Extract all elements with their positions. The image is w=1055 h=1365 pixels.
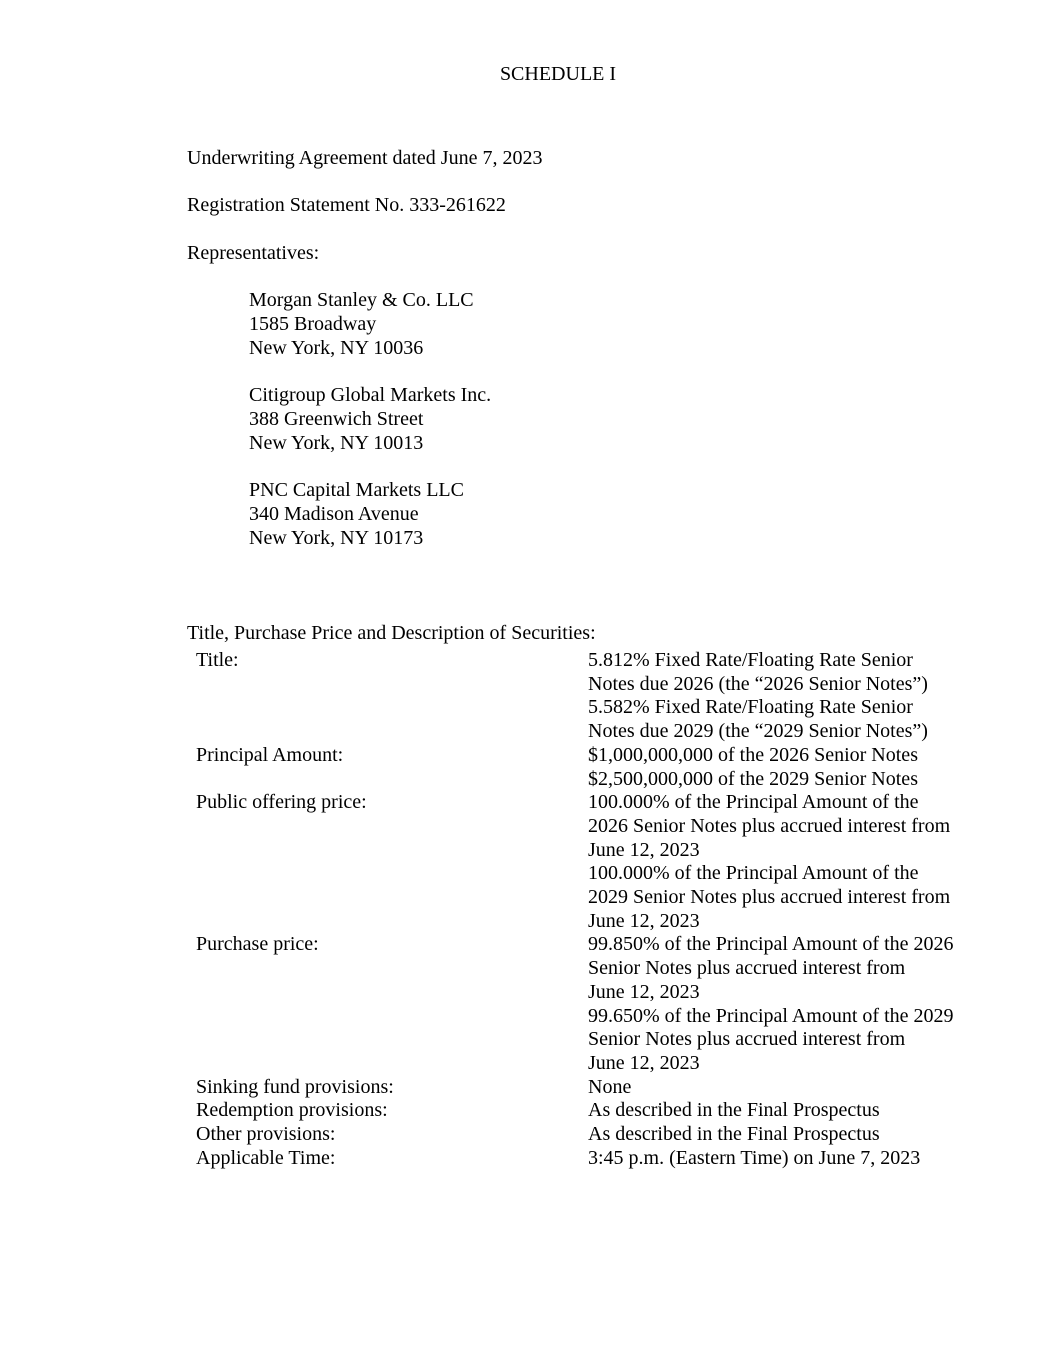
term-value-line: Notes due 2029 (the “2029 Senior Notes”) [588, 720, 928, 743]
representative-name: Morgan Stanley & Co. LLC [249, 289, 474, 311]
term-value-line: June 12, 2023 [588, 980, 700, 1003]
representative-block [249, 478, 464, 550]
term-value-line: As described in the Final Prospectus [588, 1123, 880, 1146]
term-label: Purchase price: [196, 933, 319, 956]
term-values [588, 1123, 976, 1147]
term-values [588, 1076, 976, 1100]
term-value-line: Senior Notes plus accrued interest from [588, 1028, 906, 1051]
term-value-line: 5.812% Fixed Rate/Floating Rate Senior [588, 649, 913, 671]
representative-city: New York, NY 10036 [249, 337, 424, 359]
term-row [196, 1147, 976, 1171]
term-row [196, 933, 976, 1075]
term-values [588, 744, 976, 791]
term-value-line: June 12, 2023 [588, 1051, 700, 1074]
registration-statement-number: Registration Statement No. 333-261622 [187, 194, 506, 216]
representatives-label: Representatives: [187, 242, 320, 264]
term-value-line: June 12, 2023 [588, 838, 700, 861]
representative-street: 1585 Broadway [249, 313, 377, 335]
term-values [588, 1147, 976, 1171]
term-label: Principal Amount: [196, 743, 344, 766]
underwriting-agreement-date: Underwriting Agreement dated June 7, 2023 [187, 147, 543, 169]
term-label: Public offering price: [196, 791, 367, 814]
term-label: Redemption provisions: [196, 1099, 388, 1122]
term-value-line: $1,000,000,000 of the 2026 Senior Notes [588, 743, 918, 766]
term-value-line: 2029 Senior Notes plus accrued interest from [588, 886, 951, 909]
term-value-line: 3:45 p.m. (Eastern Time) on June 7, 2023 [588, 1146, 921, 1169]
representative-street: 340 Madison Avenue [249, 503, 419, 525]
term-label: Other provisions: [196, 1123, 336, 1146]
term-value-line: 5.582% Fixed Rate/Floating Rate Senior [588, 696, 913, 719]
term-value-line: 99.850% of the Principal Amount of the 2026 [588, 933, 954, 956]
representative-block [249, 383, 491, 455]
securities-terms-table [196, 649, 976, 1170]
securities-heading: Title, Purchase Price and Description of Securities: [187, 622, 596, 644]
term-value-line: 100.000% of the Principal Amount of the [588, 791, 919, 814]
term-value-line: None [588, 1075, 632, 1098]
term-value-line: As described in the Final Prospectus [588, 1099, 880, 1122]
term-label: Sinking fund provisions: [196, 1075, 394, 1098]
term-value-line: June 12, 2023 [588, 909, 700, 932]
term-row [196, 649, 976, 744]
term-row [196, 1123, 976, 1147]
representative-street: 388 Greenwich Street [249, 408, 424, 430]
term-row [196, 1076, 976, 1100]
term-value-line: $2,500,000,000 of the 2029 Senior Notes [588, 767, 918, 790]
term-value-line: 2026 Senior Notes plus accrued interest from [588, 814, 951, 837]
representative-city: New York, NY 10173 [249, 527, 424, 549]
term-values [588, 649, 976, 744]
term-value-line: 99.650% of the Principal Amount of the 2029 [588, 1004, 954, 1027]
representative-block [249, 288, 474, 360]
term-value-line: Senior Notes plus accrued interest from [588, 957, 906, 980]
representative-name: Citigroup Global Markets Inc. [249, 384, 492, 406]
term-label: Title: [196, 649, 239, 671]
term-label: Applicable Time: [196, 1146, 336, 1169]
term-row [196, 791, 976, 933]
term-values [588, 1099, 976, 1123]
term-row [196, 1099, 976, 1123]
term-values [588, 933, 976, 1075]
term-values [588, 791, 976, 933]
representative-name: PNC Capital Markets LLC [249, 479, 464, 501]
term-row [196, 744, 976, 791]
term-value-line: Notes due 2026 (the “2026 Senior Notes”) [588, 672, 928, 695]
term-value-line: 100.000% of the Principal Amount of the [588, 862, 919, 885]
page-title: SCHEDULE I [499, 63, 617, 85]
representative-city: New York, NY 10013 [249, 432, 424, 454]
